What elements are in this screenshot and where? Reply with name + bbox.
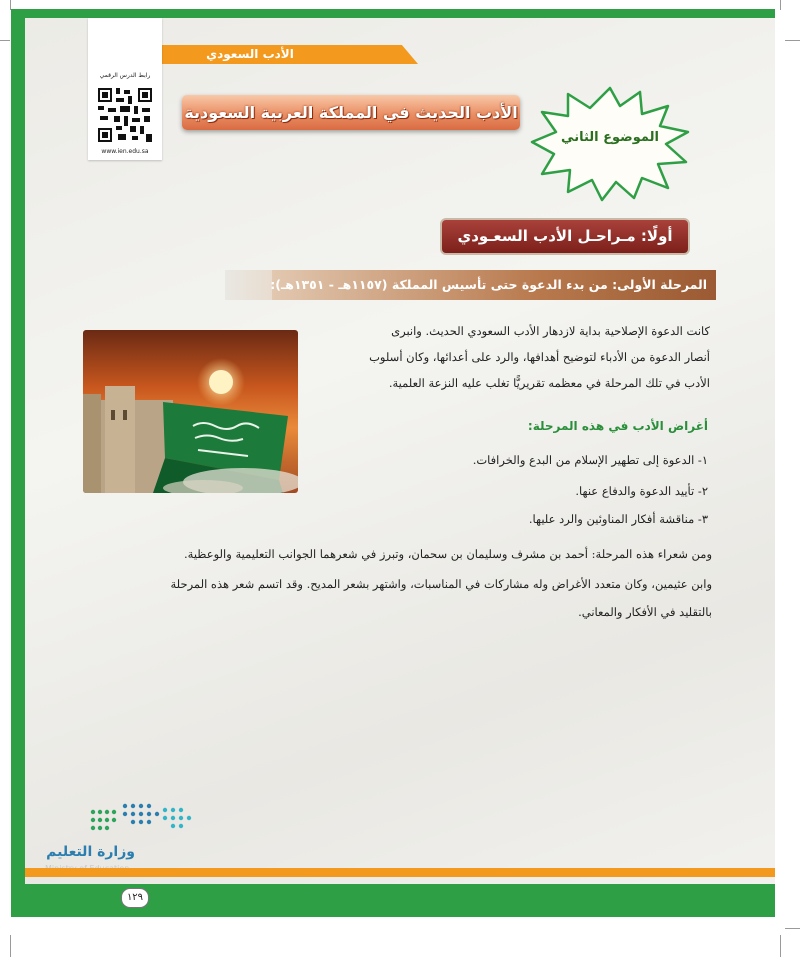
crop-mark bbox=[10, 935, 11, 957]
crop-mark bbox=[785, 928, 800, 929]
goals-heading: أغراض الأدب في هذه المرحلة: bbox=[527, 419, 708, 433]
section-name: الأدب السعودي bbox=[206, 47, 294, 61]
stage-heading: المرحلة الأولى: من بدء الدعوة حتى تأسيس المملكة (١١٥٧هـ - ١٣٥١هـ): bbox=[270, 277, 707, 292]
intro-line-1: كانت الدعوة الإصلاحية بداية لازدهار الأدب السعودي الحديث. وانبرى bbox=[391, 324, 710, 338]
footer-bar bbox=[25, 868, 775, 877]
goal-item: ١- الدعوة إلى تطهير الإسلام من البدع والخرافات. bbox=[472, 453, 708, 467]
page-number: ١٢٩ bbox=[121, 888, 149, 908]
ministry-name-ar: وزارة التعليم bbox=[46, 844, 135, 860]
crop-mark bbox=[780, 0, 781, 10]
subject-label: الموضوع الثاني bbox=[561, 130, 659, 145]
crop-mark bbox=[0, 40, 10, 41]
crop-mark bbox=[780, 935, 781, 957]
ministry-logo-icon bbox=[85, 800, 195, 840]
lesson-title-banner bbox=[182, 95, 520, 130]
qr-code-icon[interactable] bbox=[96, 86, 154, 144]
masmak-fort-photo bbox=[83, 330, 298, 493]
qr-title: رابط الدرس الرقمي bbox=[99, 72, 151, 79]
poets-line-2: وابن عثيمين، وكان متعدد الأغراض وله مشاركات في المناسبات، واشتهر بشعر المديح. وقد اتسم شعر هذه المرحلة bbox=[170, 577, 712, 591]
section-heading-banner bbox=[440, 218, 690, 255]
intro-line-2: أنصار الدعوة من الأدباء لتوضيح أهدافها، والرد على أعدائها، وكان أسلوب bbox=[369, 350, 710, 364]
crop-mark bbox=[785, 40, 800, 41]
section-heading: أولًا: مـراحـل الأدب السعـودي bbox=[457, 227, 673, 245]
qr-url[interactable]: www.ien.edu.sa bbox=[101, 148, 149, 155]
intro-line-3: الأدب في تلك المرحلة في معظمه تقريريًّا تغلب عليه النزعة العلمية. bbox=[388, 376, 710, 390]
poets-line-3: بالتقليد في الأفكار والمعاني. bbox=[578, 605, 712, 619]
poets-line-1: ومن شعراء هذه المرحلة: أحمد بن مشرف وسليمان بن سحمان، وتبرز في شعرهما الجوانب التعليمية والوعظية. bbox=[184, 547, 712, 561]
goal-item: ٣- مناقشة أفكار المناوئين والرد عليها. bbox=[528, 512, 708, 526]
lesson-title: الأدب الحديث في المملكة العربية السعودية bbox=[184, 103, 518, 122]
goal-item: ٢- تأييد الدعوة والدفاع عنها. bbox=[575, 484, 708, 498]
qr-card[interactable] bbox=[88, 18, 162, 160]
